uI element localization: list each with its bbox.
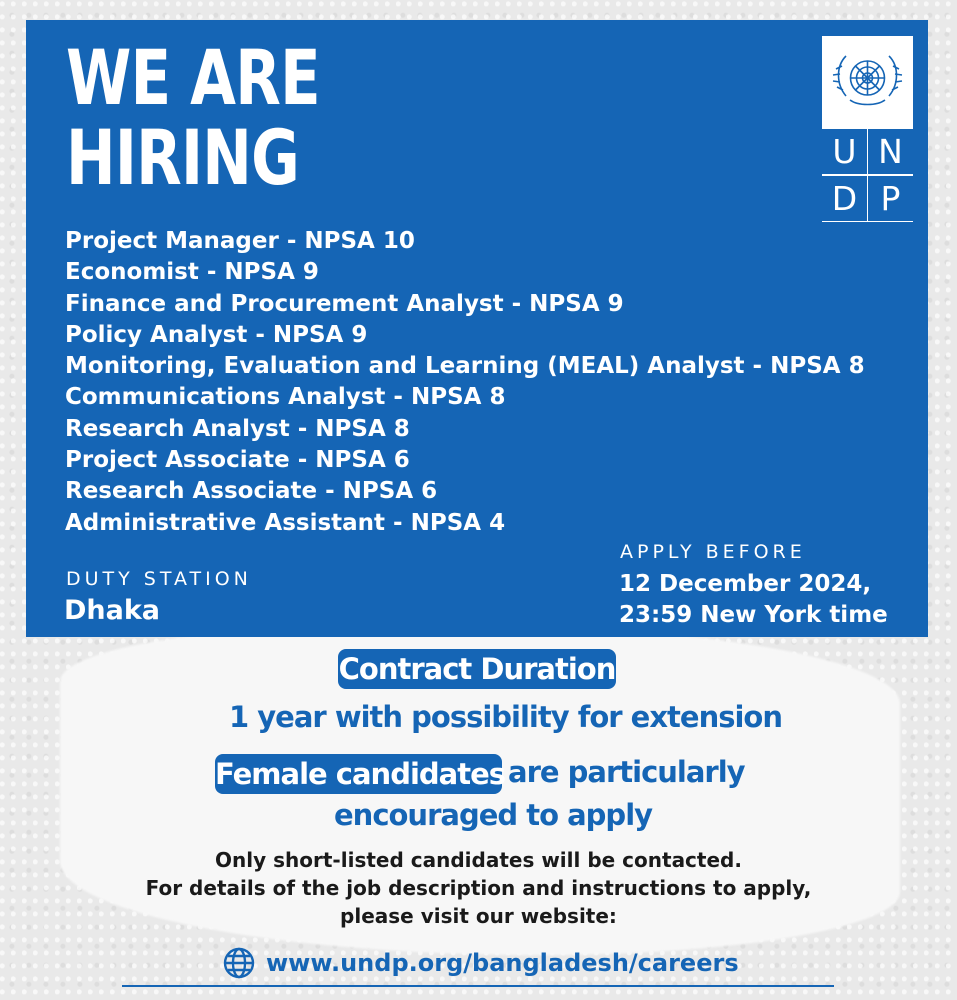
duty-station-value: Dhaka — [64, 595, 161, 626]
logo-letter-p: P — [868, 176, 913, 221]
headline-line-1: WE ARE — [66, 33, 320, 122]
female-candidates-badge: Female candidates — [215, 754, 502, 794]
role-item: Policy Analyst - NPSA 9 — [65, 321, 368, 348]
headline-line-2: HIRING — [66, 113, 299, 202]
undp-letters — [822, 129, 913, 222]
role-item: Project Associate - NPSA 6 — [65, 447, 410, 474]
role-item: Research Associate - NPSA 6 — [65, 478, 438, 505]
role-list — [65, 226, 865, 539]
hiring-panel — [26, 20, 928, 637]
role-item: Communications Analyst - NPSA 8 — [65, 384, 506, 411]
role-item: Monitoring, Evaluation and Learning (MEAL) Analyst - NPSA 8 — [65, 353, 865, 380]
undp-logo — [822, 36, 913, 222]
apply-before-date — [619, 569, 888, 631]
female-encouragement-line-2: encouraged to apply — [334, 798, 653, 832]
website-url[interactable]: www.undp.org/bangladesh/careers — [266, 949, 739, 977]
role-item: Economist - NPSA 9 — [65, 259, 319, 286]
logo-letter-d: D — [822, 176, 867, 221]
apply-before-line-1: 12 December 2024, — [619, 571, 872, 597]
logo-letter-n: N — [868, 129, 913, 174]
contract-duration-badge: Contract Duration — [338, 649, 616, 689]
notes-line-1: Only short-listed candidates will be contacted. — [215, 848, 742, 872]
female-encouragement-line-1: are particularly — [508, 755, 745, 789]
role-item: Administrative Assistant - NPSA 4 — [65, 509, 506, 536]
apply-before-label: APPLY BEFORE — [620, 541, 806, 563]
duty-station-label: DUTY STATION — [66, 568, 252, 590]
un-emblem-icon — [830, 44, 905, 119]
role-item: Finance and Procurement Analyst - NPSA 9 — [65, 290, 624, 317]
headline — [66, 33, 320, 202]
notes-line-3: please visit our website: — [340, 904, 617, 928]
logo-letter-u: U — [822, 129, 867, 174]
notes-line-2: For details of the job description and instructions to apply, — [145, 876, 812, 900]
contract-duration-value: 1 year with possibility for extension — [229, 700, 782, 734]
role-item: Project Manager - NPSA 10 — [65, 228, 415, 254]
role-item: Research Analyst - NPSA 8 — [65, 415, 410, 442]
application-notes — [0, 846, 957, 930]
website-link[interactable] — [222, 945, 739, 981]
apply-before-line-2: 23:59 New York time — [619, 602, 888, 628]
website-underline — [122, 985, 834, 987]
globe-icon — [222, 946, 256, 980]
